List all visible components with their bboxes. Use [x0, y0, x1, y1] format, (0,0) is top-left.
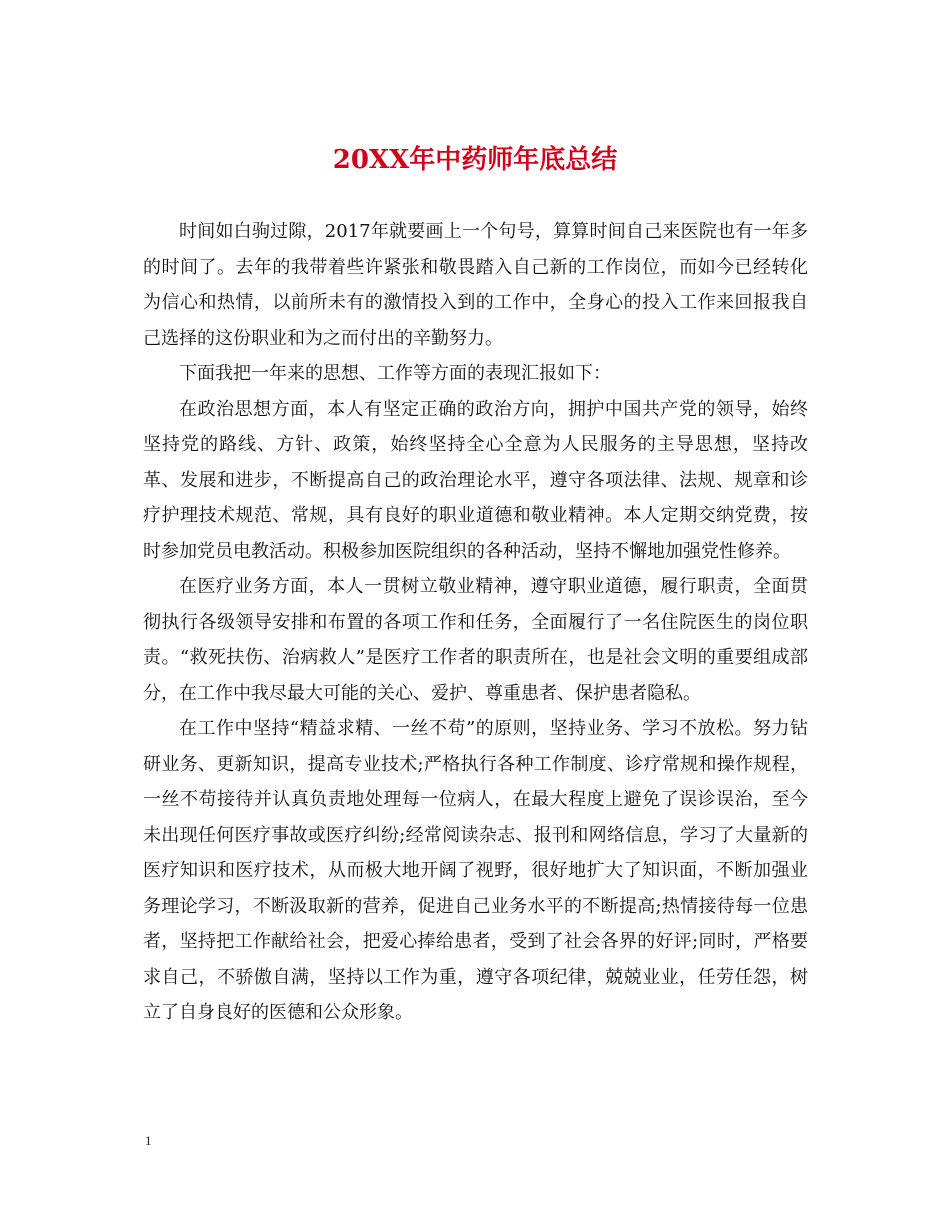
paragraph-4: 在医疗业务方面，本人一贯树立敬业精神，遵守职业道德，履行职责，全面贯彻执行各级领导安排和布置的各项工作和任务，全面履行了一名住院医生的岗位职责。“救死扶伤、治病救人”是医疗工作者的职责所在，也是社会文明的重要组成部分，在工作中我尽最大可能的关心、爱护、尊重患者、保护患者隐私。: [143, 576, 808, 704]
page-number: 1: [145, 1133, 152, 1148]
paragraph-1: 时间如白驹过隙，2017年就要画上一个句号，算算时间自己来医院也有一年多的时间了。去年的我带着些许紧张和敬畏踏入自己新的工作岗位，而如今已经转化为信心和热情，以前所未有的激情投入到的工作中，全身心的投入工作来回报我自己选择的这份职业和为之而付出的辛勤努力。: [143, 221, 808, 349]
document-body: [143, 214, 808, 1031]
document-title: 20XX年中药师年底总结: [332, 145, 618, 175]
paragraph-2: 下面我把一年来的思想、工作等方面的表现汇报如下：: [179, 363, 611, 384]
paragraph-5: 在工作中坚持“精益求精、一丝不苟”的原则，坚持业务、学习不放松。努力钻研业务、更新知识，提高专业技术;严格执行各种工作制度、诊疗常规和操作规程，一丝不苟接待并认真负责地处理每一位病人，在最大程度上避免了误诊误治，至今未出现任何医疗事故或医疗纠纷;经常阅读杂志、报刊和网络信息，学习了大量新的医疗知识和医疗技术，从而极大地开阔了视野，很好地扩大了知识面，不断加强业务理论学习，不断汲取新的营养，促进自己业务水平的不断提高;热情接待每一位患者，坚持把工作献给社会，把爱心捧给患者，受到了社会各界的好评;同时，严格要求自己，不骄傲自满，坚持以工作为重，遵守各项纪律，兢兢业业，任劳任怨，树立了自身良好的医德和公众形象。: [143, 718, 808, 1023]
paragraph-3: 在政治思想方面，本人有坚定正确的政治方向，拥护中国共产党的领导，始终坚持党的路线、方针、政策，始终坚持全心全意为人民服务的主导思想，坚持改革、发展和进步，不断提高自己的政治理论水平，遵守各项法律、法规、规章和诊疗护理技术规范、常规，具有良好的职业道德和敬业精神。本人定期交纳党费，按时参加党员电教活动。积极参加医院组织的各种活动，坚持不懈地加强党性修养。: [143, 398, 808, 562]
